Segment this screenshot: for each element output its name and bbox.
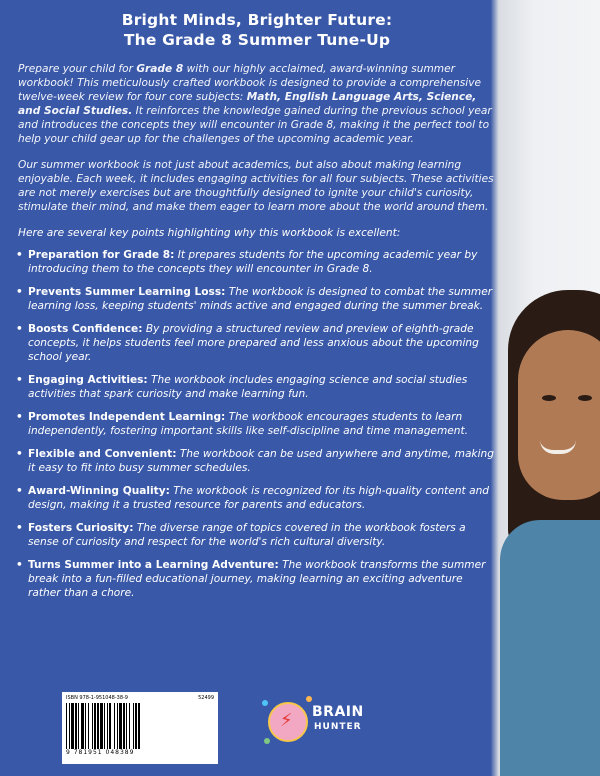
list-item xyxy=(18,410,496,438)
list-item xyxy=(18,373,496,401)
point-text: By providing a structured review and preview of eighth-grade concepts, it helps students feel more prepared and less anxious about the upcoming school year. xyxy=(28,323,479,363)
photo-eye xyxy=(542,395,556,401)
point-title: Flexible and Convenient: xyxy=(28,448,177,460)
point-title: Award-Winning Quality: xyxy=(28,485,170,497)
lightning-icon: ⚡ xyxy=(280,710,293,731)
brand-name-top: BRAIN xyxy=(312,704,364,720)
point-text: The workbook can be used anywhere and anytime, making it easy to fit into busy summer schedules. xyxy=(28,448,494,474)
points-intro: Here are several key points highlighting why this workbook is excellent: xyxy=(18,227,401,239)
photo-shirt xyxy=(500,520,600,776)
barcode xyxy=(62,692,218,764)
barcode-digits: 9 781951 048389 xyxy=(66,749,135,756)
point-text: The workbook transforms the summer break into a fun-filled educational journey, making learning an exciting adventure rather than a chore. xyxy=(28,559,486,599)
intro-bold-grade: Grade 8 xyxy=(136,63,184,75)
point-text: It prepares students for the upcoming academic year by introducing them to the concepts they will encounter in Grade 8. xyxy=(28,249,478,275)
intro-paragraph xyxy=(18,62,496,146)
dot-icon xyxy=(306,696,312,702)
point-text: The diverse range of topics covered in the workbook fosters a sense of curiosity and respect for the world's rich cultural diversity. xyxy=(28,522,466,548)
intro-text: Prepare your child for xyxy=(18,63,137,75)
list-item xyxy=(18,285,496,313)
intro-text: It reinforces the knowledge gained during the previous school year and introduces the concepts they will encounter in Grade 8, making it the perfect tool to help your child gear up for the challenges of the upcoming academic year. xyxy=(18,105,492,145)
point-title: Preparation for Grade 8: xyxy=(28,249,175,261)
title-line-1: Bright Minds, Brighter Future: xyxy=(121,11,393,29)
list-item xyxy=(18,447,496,475)
cover-title xyxy=(18,10,496,50)
barcode-bar xyxy=(140,703,141,749)
point-text: The workbook is designed to combat the summer learning loss, keeping students' minds active and engaged during the summer break. xyxy=(28,286,493,312)
intro-text: with our highly acclaimed, award-winning summer workbook! This meticulously crafted workbook is designed to provide a comprehensive twelve-week review for four core subjects: xyxy=(18,63,482,103)
price-code: 52499 xyxy=(198,695,214,701)
list-item xyxy=(18,322,496,364)
list-item xyxy=(18,248,496,276)
title-line-2: The Grade 8 Summer Tune-Up xyxy=(123,31,391,49)
list-item xyxy=(18,558,496,600)
point-title: Boosts Confidence: xyxy=(28,323,143,335)
point-title: Fosters Curiosity: xyxy=(28,522,134,534)
dot-icon xyxy=(262,700,268,706)
student-photo xyxy=(490,0,600,776)
point-text: The workbook includes engaging science and social studies activities that spark curiosity and make learning fun. xyxy=(28,374,468,400)
barcode-bars xyxy=(66,703,214,749)
back-cover-content xyxy=(18,10,496,609)
point-title: Engaging Activities: xyxy=(28,374,148,386)
point-text: The workbook encourages students to learn independently, fostering important skills like self-discipline and time management. xyxy=(28,411,469,437)
list-item xyxy=(18,484,496,512)
dot-icon xyxy=(264,738,270,744)
key-points-list xyxy=(18,248,496,600)
point-text: The workbook is recognized for its high-quality content and design, making it a trusted resource for parents and educators. xyxy=(28,485,490,511)
barcode-header xyxy=(66,695,214,701)
brain-hunter-logo xyxy=(268,696,368,756)
list-item xyxy=(18,521,496,549)
intro-bold-subjects: Math, English Language Arts, Science, and Social Studies. xyxy=(18,91,477,117)
point-title: Promotes Independent Learning: xyxy=(28,411,226,423)
point-title: Prevents Summer Learning Loss: xyxy=(28,286,226,298)
point-title: Turns Summer into a Learning Adventure: xyxy=(28,559,279,571)
photo-face xyxy=(518,330,600,500)
photo-eye xyxy=(578,395,592,401)
brand-name-bottom: HUNTER xyxy=(314,722,362,732)
second-paragraph: Our summer workbook is not just about academics, but also about making learning enjoyable. Each week, it includes engaging activities for all four subjects. These activities are not merely exercises but are thoughtfully designed to ignite your child's curiosity, stimulate their mind, and make them eager to learn more about the world around them. xyxy=(18,159,494,213)
isbn-label: ISBN 978-1-951048-38-9 xyxy=(66,695,128,701)
